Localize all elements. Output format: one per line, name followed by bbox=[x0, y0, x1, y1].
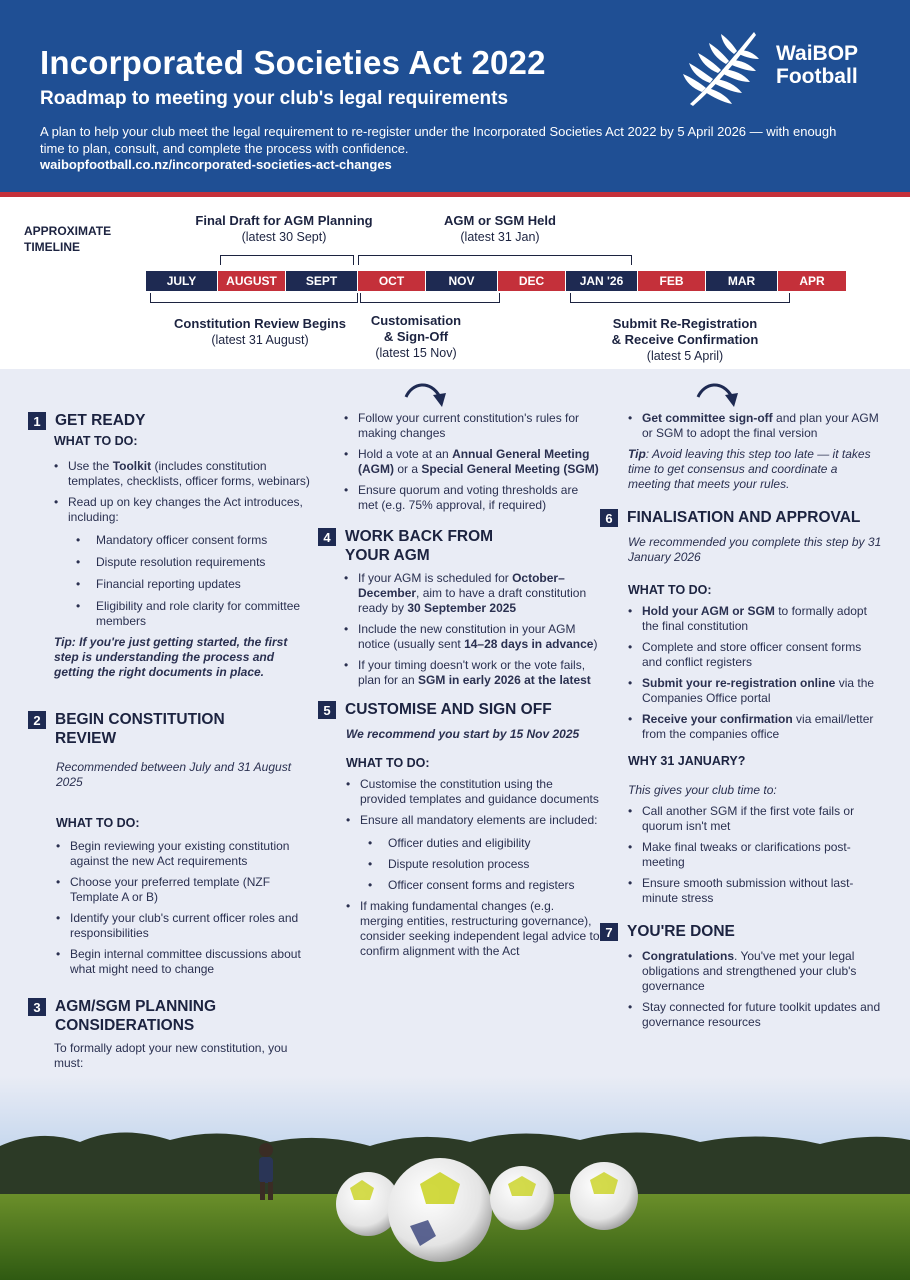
month-july: JULY bbox=[146, 271, 218, 291]
month-august: AUGUST bbox=[218, 271, 286, 291]
list-item: • If making fundamental changes (e.g. merging entities, restructuring governance), consider seeking independent legal advice to confirm alignment with the Act bbox=[346, 899, 600, 959]
column-left bbox=[28, 411, 310, 1071]
logo-line-1: WaiBOP bbox=[776, 42, 859, 65]
fern-logo-icon bbox=[680, 26, 760, 108]
intro-text: A plan to help your club meet the legal requirement to re-register under the Incorporated Societies Act 2022 by 5 April 2026 — with enough time to plan, consult, and complete the process with confidence. bbox=[40, 124, 837, 156]
month-apr: APR bbox=[778, 271, 846, 291]
why-label: WHY 31 JANUARY? bbox=[628, 754, 746, 768]
caption-title: Final Draft for AGM Planning bbox=[195, 213, 373, 228]
what-to-do-label: WHAT TO DO: bbox=[628, 583, 712, 597]
list-item: • Make final tweaks or clarifications post-meeting bbox=[628, 840, 882, 870]
curved-arrow-icon bbox=[694, 377, 740, 413]
list-item: • Ensure all mandatory elements are included: • Officer duties and eligibility • Dispute resolution process • Officer consent forms and registers bbox=[346, 813, 600, 893]
list-item: • Financial reporting updates bbox=[68, 577, 310, 592]
caption-note: (latest 31 August) bbox=[211, 333, 309, 347]
step-number: 6 bbox=[600, 509, 618, 527]
caption-review bbox=[160, 316, 360, 348]
month-jan: JAN '26 bbox=[566, 271, 638, 291]
month-mar: MAR bbox=[706, 271, 778, 291]
list-item: • Dispute resolution process bbox=[360, 857, 600, 872]
list-item: • Customise the constitution using the provided templates and guidance documents bbox=[346, 777, 600, 807]
month-bar bbox=[146, 271, 846, 291]
step-title: FINALISATION AND APPROVAL bbox=[627, 509, 861, 526]
why-intro: This gives your club time to: bbox=[628, 783, 777, 797]
list-item: • Stay connected for future toolkit updates and governance resources bbox=[628, 1000, 882, 1030]
list-item: • Begin internal committee discussions about what might need to change bbox=[56, 947, 310, 977]
bracket-final-draft bbox=[220, 255, 354, 265]
list-item: • Get committee sign-off and plan your AGM or SGM to adopt the final version bbox=[628, 411, 882, 441]
page-title: Incorporated Societies Act 2022 bbox=[40, 44, 546, 81]
step-title: BEGIN CONSTITUTION bbox=[55, 711, 225, 728]
step-title: CUSTOMISE AND SIGN OFF bbox=[345, 701, 552, 718]
step-number: 1 bbox=[28, 412, 46, 430]
step-5-sublist bbox=[360, 836, 600, 893]
caption-agm-held bbox=[410, 213, 590, 245]
why-list bbox=[628, 804, 882, 906]
step-title: AGM/SGM PLANNING bbox=[55, 998, 217, 1015]
step-2-recommendation: Recommended between July and 31 August 2025 bbox=[56, 760, 292, 789]
list-item: • Complete and store officer consent forms and conflict registers bbox=[628, 640, 882, 670]
step-1-sublist bbox=[68, 533, 310, 629]
step-4-list bbox=[344, 571, 600, 688]
step-5-heading bbox=[318, 700, 600, 719]
list-item: • Ensure smooth submission without last-minute stress bbox=[628, 876, 882, 906]
step-7-heading bbox=[600, 922, 882, 941]
list-item: • If your timing doesn't work or the vote fails, plan for an SGM in early 2026 at the latest bbox=[344, 658, 600, 688]
list-item: • Eligibility and role clarity for committee members bbox=[68, 599, 310, 629]
caption-note: (latest 30 Sept) bbox=[241, 230, 327, 244]
curved-arrow-icon bbox=[402, 377, 448, 413]
step-3-heading bbox=[28, 997, 310, 1035]
caption-note: (latest 15 Nov) bbox=[375, 346, 457, 360]
step-5-list-continued bbox=[628, 411, 882, 441]
caption-submit bbox=[595, 316, 775, 364]
caption-title-2: & Sign-Off bbox=[383, 329, 449, 344]
list-item: • Choose your preferred template (NZF Template A or B) bbox=[56, 875, 310, 905]
bracket-review bbox=[150, 293, 358, 303]
caption-title-2: & Receive Confirmation bbox=[611, 332, 759, 347]
month-oct: OCT bbox=[358, 271, 426, 291]
step-6-list bbox=[628, 604, 882, 742]
logo-wordmark bbox=[776, 42, 858, 88]
list-item: • Call another SGM if the first vote fails or quorum isn't met bbox=[628, 804, 882, 834]
step-2-list bbox=[56, 839, 310, 977]
list-item: • Congratulations. You've met your legal obligations and strengthened your club's governance bbox=[628, 949, 882, 994]
list-item: • Dispute resolution requirements bbox=[68, 555, 310, 570]
timeline-label bbox=[24, 223, 111, 255]
caption-customisation bbox=[356, 313, 476, 361]
list-item: • Submit your re-registration online via the Companies Office portal bbox=[628, 676, 882, 706]
caption-title: Constitution Review Begins bbox=[174, 316, 346, 331]
step-1-list bbox=[54, 459, 310, 629]
what-to-do-label: WHAT TO DO: bbox=[346, 756, 430, 770]
step-5-recommendation: We recommend you start by 15 Nov 2025 bbox=[346, 727, 580, 741]
page-subtitle: Roadmap to meeting your club's legal requirements bbox=[40, 88, 509, 109]
step-title-2: YOUR AGM bbox=[345, 547, 430, 564]
football-icon bbox=[570, 1162, 638, 1230]
list-item: • Begin reviewing your existing constitution against the new Act requirements bbox=[56, 839, 310, 869]
caption-title: Customisation bbox=[370, 313, 462, 328]
step-number: 4 bbox=[318, 528, 336, 546]
list-item: • Receive your confirmation via email/letter from the companies office bbox=[628, 712, 882, 742]
step-title: WORK BACK FROM bbox=[345, 528, 494, 545]
column-middle bbox=[318, 411, 600, 965]
step-6-recommendation: We recommended you complete this step by 31 January 2026 bbox=[628, 535, 882, 564]
what-to-do-label: WHAT TO DO: bbox=[54, 434, 138, 448]
list-item: • Hold a vote at an Annual General Meeting (AGM) or a Special General Meeting (SGM) bbox=[344, 447, 600, 477]
caption-title: AGM or SGM Held bbox=[444, 213, 556, 228]
list-item: • If your AGM is scheduled for October–December, aim to have a draft constitution ready by 30 September 2025 bbox=[344, 571, 600, 616]
field-scene-image bbox=[0, 1076, 910, 1280]
football-field-photo bbox=[0, 1076, 910, 1280]
step-title-2: CONSIDERATIONS bbox=[55, 1017, 195, 1034]
list-item: • Read up on key changes the Act introduces, including: • Mandatory officer consent forms • Dispute resolution requirements • Financial reporting updates • Eligibility and role clarity for committee members bbox=[54, 495, 310, 629]
bracket-agm-held bbox=[358, 255, 632, 265]
month-sept: SEPT bbox=[286, 271, 358, 291]
website-link[interactable]: waibopfootball.co.nz/incorporated-societies-act-changes bbox=[40, 157, 392, 172]
step-5-list bbox=[346, 777, 600, 959]
bracket-customisation bbox=[360, 293, 500, 303]
step-3-intro: To formally adopt your new constitution, you must: bbox=[54, 1041, 288, 1070]
step-5-tip: Tip: Avoid leaving this step too late — it takes time to get consensus and coordinate a meeting that meets your rules. bbox=[628, 447, 871, 491]
step-1-tip: Tip: If you're just getting started, the first step is understanding the process and getting the right documents in place. bbox=[54, 635, 288, 679]
football-icon bbox=[388, 1158, 492, 1262]
column-right bbox=[600, 411, 882, 1036]
step-title: YOU'RE DONE bbox=[627, 923, 735, 940]
page-header bbox=[0, 0, 910, 192]
step-number: 2 bbox=[28, 711, 46, 729]
list-item: • Officer duties and eligibility bbox=[360, 836, 600, 851]
waibop-logo bbox=[680, 26, 880, 108]
list-item: • Mandatory officer consent forms bbox=[68, 533, 310, 548]
list-item: • Ensure quorum and voting thresholds are met (e.g. 75% approval, if required) bbox=[344, 483, 600, 513]
steps-section bbox=[0, 369, 910, 1089]
caption-title: Submit Re-Registration bbox=[612, 316, 758, 331]
month-feb: FEB bbox=[638, 271, 706, 291]
caption-note: (latest 5 April) bbox=[646, 349, 724, 363]
month-nov: NOV bbox=[426, 271, 498, 291]
list-item: • Hold your AGM or SGM to formally adopt the final constitution bbox=[628, 604, 882, 634]
caption-final-draft bbox=[184, 213, 384, 245]
step-7-list bbox=[628, 949, 882, 1030]
step-4-heading bbox=[318, 527, 600, 565]
step-number: 5 bbox=[318, 701, 336, 719]
caption-note: (latest 31 Jan) bbox=[460, 230, 540, 244]
step-title: GET READY bbox=[55, 412, 146, 429]
timeline-label-line-2: TIMELINE bbox=[24, 240, 80, 254]
logo-line-2: Football bbox=[776, 65, 858, 88]
bracket-submit bbox=[570, 293, 790, 303]
football-icon bbox=[490, 1166, 554, 1230]
month-dec: DEC bbox=[498, 271, 566, 291]
list-item: • Include the new constitution in your AGM notice (usually sent 14–28 days in advance) bbox=[344, 622, 600, 652]
step-3-list bbox=[344, 411, 600, 513]
list-item: • Use the Toolkit (includes constitution templates, checklists, officer forms, webinars) bbox=[54, 459, 310, 489]
step-6-heading bbox=[600, 508, 882, 527]
timeline-label-line-1: APPROXIMATE bbox=[24, 224, 112, 238]
step-1-heading bbox=[28, 411, 310, 430]
step-number: 7 bbox=[600, 923, 618, 941]
step-number: 3 bbox=[28, 998, 46, 1016]
list-item: • Follow your current constitution's rules for making changes bbox=[344, 411, 600, 441]
step-2-heading bbox=[28, 710, 310, 748]
list-item: • Identify your club's current officer roles and responsibilities bbox=[56, 911, 310, 941]
step-title-2: REVIEW bbox=[55, 730, 117, 747]
timeline-section bbox=[0, 197, 910, 369]
list-item: • Officer consent forms and registers bbox=[360, 878, 600, 893]
what-to-do-label: WHAT TO DO: bbox=[56, 816, 140, 830]
